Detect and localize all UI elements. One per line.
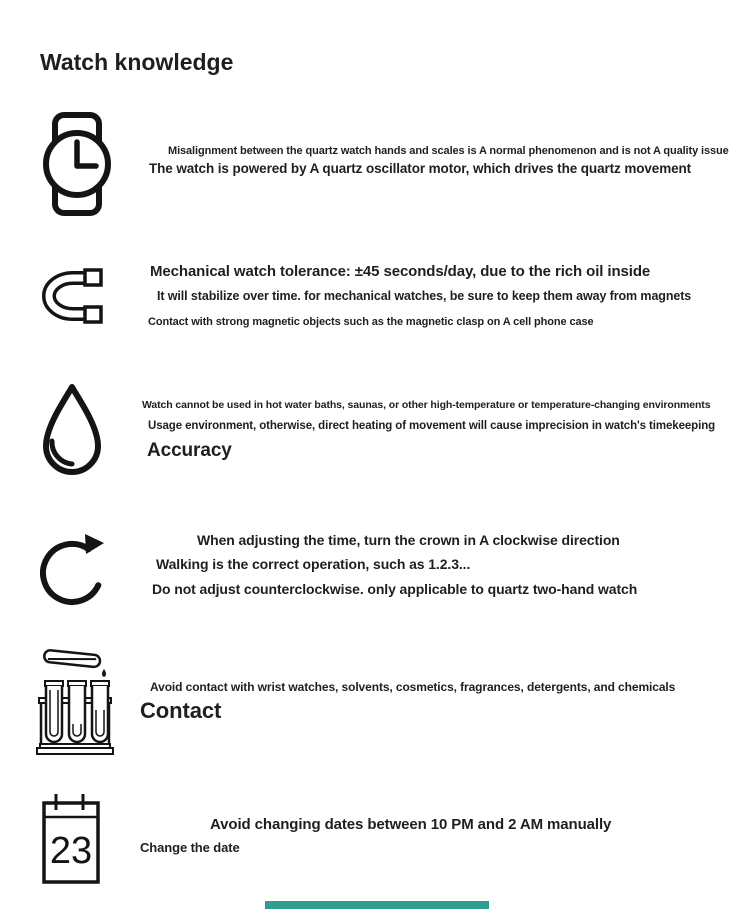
walking-operation-line: Walking is the correct operation, such as 1.2.3... (156, 556, 471, 572)
test-tubes-icon (36, 646, 114, 758)
counterclockwise-warning-line: Do not adjust counterclockwise. only applicable to quartz two-hand watch (152, 581, 638, 597)
change-date-heading: Change the date (140, 840, 240, 855)
crown-direction-line: When adjusting the time, turn the crown in A clockwise direction (197, 532, 620, 548)
tolerance-sub-line: It will stabilize over time. for mechanical watches, be sure to keep them away from magnets (157, 289, 692, 303)
date-change-warning-line: Avoid changing dates between 10 PM and 2 AM manually (210, 816, 612, 833)
watch-icon (43, 111, 113, 217)
calendar-day-number: 23 (49, 830, 93, 872)
quartz-main-line: The watch is powered by A quartz oscillator motor, which drives the quartz movement (149, 161, 692, 176)
temperature-note-line: Watch cannot be used in hot water baths, saunas, or other high-temperature or temperature-changing environments (142, 399, 711, 411)
quartz-note-line: Misalignment between the quartz watch hands and scales is A normal phenomenon and is not A quality issue (168, 145, 729, 157)
magnet-warning-line: Contact with strong magnetic objects such as the magnetic clasp on A cell phone case (148, 316, 594, 328)
chemicals-warning-line: Avoid contact with wrist watches, solvents, cosmetics, fragrances, detergents, and chemicals (150, 680, 676, 694)
page-title: Watch knowledge (40, 49, 234, 76)
bottom-accent-bar (265, 901, 489, 909)
magnet-icon (42, 265, 106, 327)
tolerance-main-line: Mechanical watch tolerance: ±45 seconds/day, due to the rich oil inside (150, 263, 651, 280)
water-drop-icon (38, 381, 106, 481)
calendar-icon (40, 791, 102, 886)
clockwise-arrow-icon (40, 527, 106, 613)
contact-heading: Contact (140, 698, 222, 723)
accuracy-heading: Accuracy (147, 440, 232, 461)
usage-environment-line: Usage environment, otherwise, direct heating of movement will cause imprecision in watch's timekeeping (148, 420, 716, 432)
